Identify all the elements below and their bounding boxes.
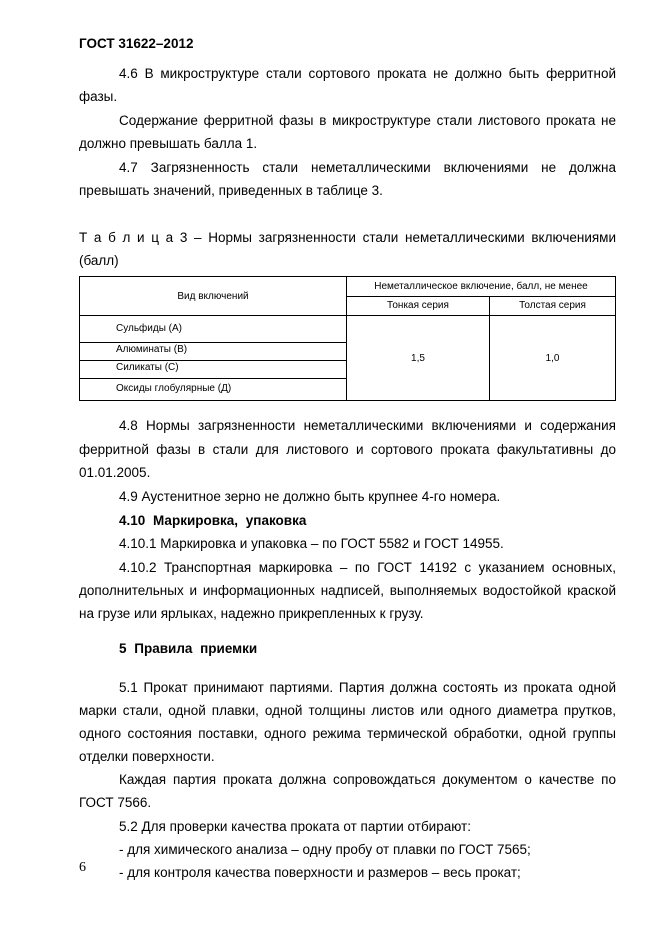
table-row-silicates: Силикаты (С): [116, 362, 179, 373]
section-heading-5: 5 Правила приемки: [119, 641, 258, 656]
paragraph-4-7-line2: превышать значений, приведенных в таблице 3.: [79, 183, 383, 198]
page-number: 6: [79, 860, 86, 875]
section-heading-4-10: 4.10 Маркировка, упаковка: [119, 513, 307, 528]
table-header-thin: Тонкая серия: [347, 296, 490, 316]
table-value-thin: 1,5: [347, 316, 490, 401]
table-row-oxides: Оксиды глобулярные (Д): [116, 383, 232, 394]
table-3: [79, 276, 616, 401]
paragraph-4-10-1: 4.10.1 Маркировка и упаковка – по ГОСТ 5582 и ГОСТ 14955.: [119, 536, 504, 551]
table-header-thick: Толстая серия: [490, 296, 616, 316]
table-row-divider: [80, 360, 346, 361]
table-caption-line1: Т а б л и ц а 3 – Нормы загрязненности стали неметаллическими включениями: [79, 230, 616, 245]
paragraph-ferrite-line1: Содержание ферритной фазы в микроструктуре стали листового проката не: [119, 113, 616, 128]
table-row-names: [80, 316, 347, 401]
paragraph-4-6-line2: фазы.: [79, 89, 118, 104]
table-caption-line2: (балл): [79, 253, 119, 268]
paragraph-lot-document-line2: ГОСТ 7566.: [79, 795, 152, 810]
paragraph-4-10-2-line3: на грузе или ярлыках, надежно прикрепленных к грузу.: [79, 606, 424, 621]
paragraph-5-1-line1: 5.1 Прокат принимают партиями. Партия должна состоять из проката одной: [119, 680, 616, 695]
paragraph-4-8-line2: ферритной фазы в стали для листового и сортового проката факультативны до: [79, 442, 616, 457]
paragraph-5-2: 5.2 Для проверки качества проката от партии отбирают:: [119, 819, 471, 834]
paragraph-5-1-line4: отделки поверхности.: [79, 749, 215, 764]
table-row-aluminates: Алюминаты (В): [116, 344, 188, 355]
table-header-type: Вид включений: [80, 277, 347, 316]
paragraph-4-8-line1: 4.8 Нормы загрязненности неметаллическими включениями и содержания: [119, 418, 616, 433]
paragraph-4-10-2-line2: дополнительных и информационных надписей, выполняемых водостойкой краской: [79, 583, 616, 598]
table-row-divider: [80, 342, 346, 343]
table-row-sulfides: Сульфиды (А): [116, 323, 182, 334]
paragraph-4-9: 4.9 Аустенитное зерно не должно быть крупнее 4-го номера.: [119, 489, 501, 504]
paragraph-5-1-line2: марки стали, одной плавки, одной толщины листов или одного диаметра прутков,: [79, 703, 616, 718]
paragraph-lot-document-line1: Каждая партия проката должна сопровождаться документом о качестве по: [119, 772, 616, 787]
paragraph-4-7-line1: 4.7 Загрязненность стали неметаллическими включениями не должна: [119, 160, 616, 175]
paragraph-5-1-line3: одного состояния поставки, одного режима термической обработки, одной группы: [79, 726, 616, 741]
paragraph-4-6-line1: 4.6 В микроструктуре стали сортового проката не должно быть ферритной: [119, 66, 616, 81]
table-row-divider: [80, 378, 346, 379]
paragraph-4-10-2-line1: 4.10.2 Транспортная маркировка – по ГОСТ 14192 с указанием основных,: [119, 560, 616, 575]
list-item-surface-control: - для контроля качества поверхности и размеров – весь прокат;: [119, 865, 521, 880]
document-header: ГОСТ 31622–2012: [79, 36, 194, 51]
paragraph-ferrite-line2: должно превышать балла 1.: [79, 136, 258, 151]
paragraph-4-8-line3: 01.01.2005.: [79, 465, 151, 480]
list-item-chemical-analysis: - для химического анализа – одну пробу от плавки по ГОСТ 7565;: [119, 842, 531, 857]
table-header-group: Неметаллическое включение, балл, не менее: [347, 277, 616, 297]
table-value-thick: 1,0: [490, 316, 616, 401]
